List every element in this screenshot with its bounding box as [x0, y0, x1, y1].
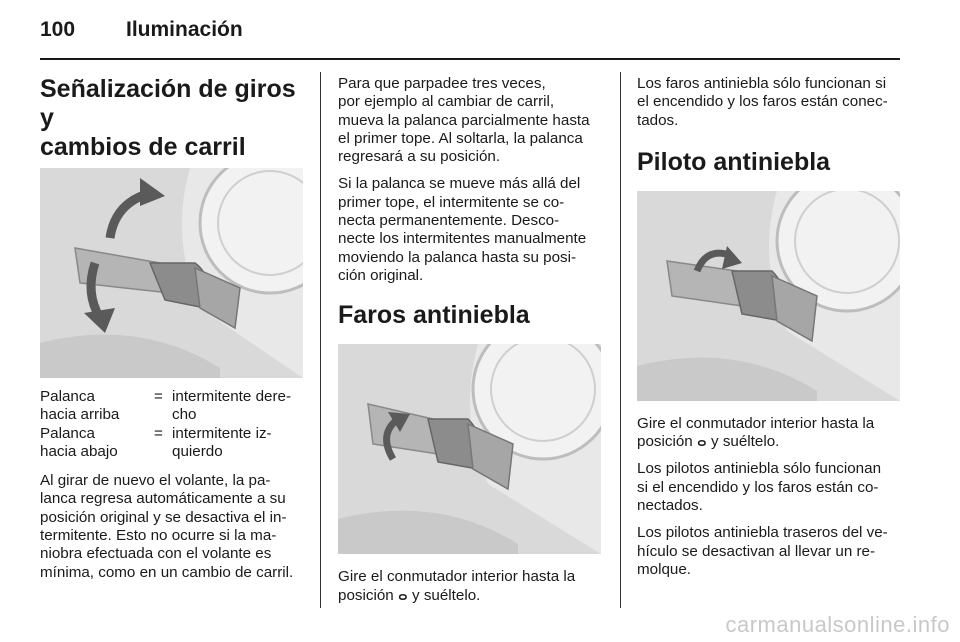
header-divider	[40, 58, 900, 60]
paragraph-rear-fog-conditions: Los pilotos antiniebla sólo funcionan si el encendido y los faros están co- nectados.	[637, 460, 882, 515]
section-title-fog-lights: Faros antiniebla	[338, 301, 530, 330]
column-3	[637, 75, 903, 588]
paragraph-lever-return: Al girar de nuevo el volante, la pa- lanca regresa automáticamente a su posición original y se desactiva el in- termitente. Esto no ocurre si la ma- niobra efectuada con el volante es mínima, como en un cambio de carril.	[40, 472, 294, 581]
legend-row: Palanca hacia abajo = intermitente iz- quierdo	[40, 424, 272, 460]
column-2	[338, 75, 604, 614]
column-1	[40, 75, 303, 591]
caption-fog-lights: Gire el conmutador interior hasta la posición ⴰ y suéltelo.	[338, 568, 576, 604]
column-divider-2	[620, 72, 621, 608]
paragraph-three-flashes: Para que parpadee tres veces, por ejemplo al cambiar de carril, mueva la palanca parcialmente hasta el primer tope. Al soltarla, la palanca regresará a su posición.	[338, 75, 590, 166]
rear-fog-switch-illustration	[637, 191, 900, 401]
turn-signal-lever-illustration	[40, 168, 303, 378]
fog-light-switch-illustration	[338, 344, 601, 554]
page-number: 100	[40, 18, 76, 41]
paragraph-rear-fog-trailer: Los pilotos antiniebla traseros del ve- hículo se desactivan al llevar un re- molque.	[637, 524, 888, 578]
legend-row: Palanca hacia arriba = intermitente dere- cho	[40, 388, 292, 424]
section-title-rear-fog: Piloto antiniebla	[637, 147, 831, 176]
column-divider-1	[320, 72, 321, 608]
section-title-turn-signals: Señalización de giros y cambios de carril	[40, 75, 296, 161]
caption-rear-fog: Gire el conmutador interior hasta la posición ⴰ y suéltelo.	[637, 414, 875, 451]
rear-fog-symbol-icon: ⴰ	[696, 433, 707, 451]
fog-light-symbol-icon: ⴰ	[397, 586, 408, 604]
watermark: carmanualsonline.info	[725, 612, 950, 637]
paragraph-fog-lights-conditions: Los faros antiniebla sólo funcionan si el encendido y los faros están conec- tados.	[637, 75, 888, 129]
page-header	[40, 18, 900, 48]
chapter-title: Iluminación	[126, 18, 243, 41]
lever-legend	[40, 388, 303, 461]
paragraph-permanent-signal: Si la palanca se mueve más allá del primer tope, el intermitente se co- necta permanentemente. Desco- necte los intermitentes manualmente moviendo la palanca hasta su posi- ción original.	[338, 175, 587, 284]
